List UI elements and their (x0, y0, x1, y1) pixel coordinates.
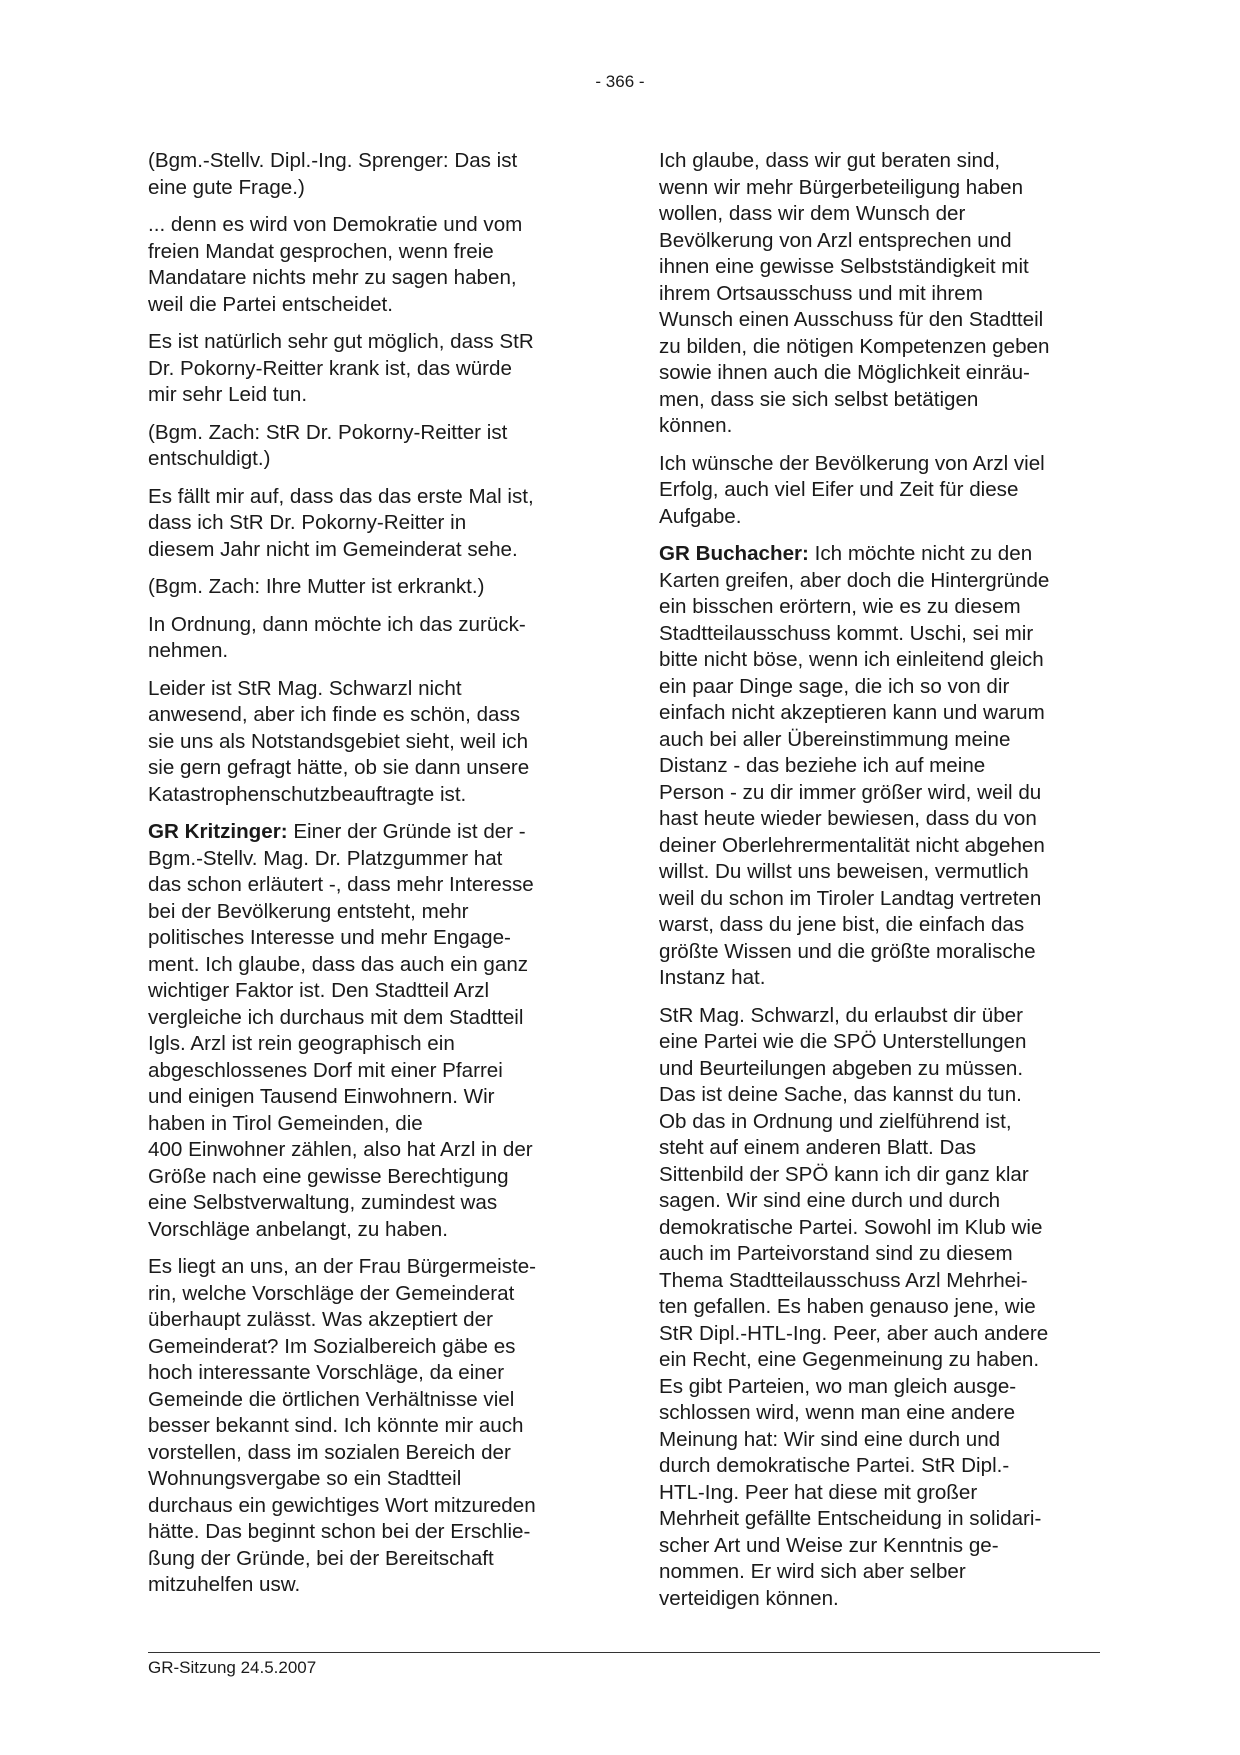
paragraph: ... denn es wird von Demokratie und vom freien Mandat gesprochen, wenn freie Mandatare nichts mehr zu sagen haben, weil die Partei entscheidet. (148, 213, 523, 316)
speech-paragraph (148, 819, 588, 1243)
page-number: - 366 - (595, 72, 645, 91)
paragraph: Es ist natürlich sehr gut möglich, dass StR Dr. Pokorny-Reitter krank ist, das würde mir sehr Leid tun. (148, 330, 534, 406)
paragraph: (Bgm.-Stellv. Dipl.-Ing. Sprenger: Das ist eine gute Frage.) (148, 149, 518, 199)
paragraph: Ich wünsche der Bevölkerung von Arzl viel Erfolg, auch viel Eifer und Zeit für diese Aufgabe. (659, 451, 1045, 528)
footer-session-label: GR-Sitzung 24.5.2007 (148, 1658, 317, 1677)
paragraph: Ich glaube, dass wir gut beraten sind, wenn wir mehr Bürgerbeteiligung haben wollen, dass wir dem Wunsch der Bevölkerung von Arzl entsprechen und ihnen eine gewisse Selbstständigkeit mit ihrem Ortsausschuss und mit ihrem Wunsch einen Ausschuss für den Stadtteil zu bilden, die nötigen Kompetenzen geben sowie ihnen auch die Möglichkeit einräu- men, dass sie sich selbst betätigen können. (659, 149, 1050, 437)
speaker-name: GR Kritzinger: (148, 820, 288, 843)
speech-text: Ich möchte nicht zu den Karten greifen, aber doch die Hintergründe ein bisschen erörtern, wie es zu diesem Stadtteilausschuss kommt. Uschi, sei mir bitte nicht böse, wenn ich einleitend gleich ein paar Dinge sage, die ich so von dir einfach nicht akzeptieren kann und warum auch bei aller Übereinstimmung meine Distanz - das beziehe ich auf meine Person - zu dir immer größer wird, weil du hast heute wieder bewiesen, dass du von deiner Oberlehrermentalität nicht abgehen willst. Du willst uns beweisen, vermutlich weil du schon im Tiroler Landtag vertreten warst, dass du jene bist, die einfach das größte Wissen und die größte moralische Instanz hat. (659, 542, 1050, 989)
right-column (659, 148, 1099, 1623)
speech-paragraph (659, 541, 1099, 992)
paragraph: (Bgm. Zach: StR Dr. Pokorny-Reitter ist entschuldigt.) (148, 420, 508, 470)
paragraph: Es liegt an uns, an der Frau Bürgermeiste- rin, welche Vorschläge der Gemeinderat überhaupt zulässt. Was akzeptiert der Gemeinderat? Im Sozialbereich gäbe es hoch interessante Vorschläge, da einer Gemeinde die örtlichen Verhältnisse viel besser bekannt sind. Ich könnte mir auch vorstellen, dass im sozialen Bereich der Wohnungsvergabe so ein Stadtteil durchaus ein gewichtiges Wort mitzureden hätte. Das beginnt schon bei der Erschlie- ßung der Gründe, bei der Bereitschaft mitzuhelfen usw. (148, 1255, 537, 1596)
paragraph: StR Mag. Schwarzl, du erlaubst dir über eine Partei wie die SPÖ Unterstellungen und Beurteilungen abgeben zu müssen. Das ist deine Sache, das kannst du tun. Ob das in Ordnung und zielführend ist, steht auf einem anderen Blatt. Das Sittenbild der SPÖ kann ich dir ganz klar sagen. Wir sind eine durch und durch demokratische Partei. Sowohl im Klub wie auch im Parteivorstand sind zu diesem Thema Stadtteilausschuss Arzl Mehrhei- ten gefallen. Es haben genauso jene, wie StR Dipl.-HTL-Ing. Peer, aber auch andere ein Recht, eine Gegenmeinung zu haben. Es gibt Parteien, wo man gleich ausge- schlossen wird, wenn man eine andere Meinung hat: Wir sind eine durch und durch demokratische Partei. StR Dipl.- HTL-Ing. Peer hat diese mit großer Mehrheit gefällte Entscheidung in solidari- scher Art und Weise zur Kenntnis ge- nommen. Er wird sich aber selber verteidigen können. (659, 1003, 1049, 1610)
left-column (148, 148, 588, 1610)
speaker-name: GR Buchacher: (659, 542, 809, 565)
paragraph: In Ordnung, dann möchte ich das zurück- nehmen. (148, 612, 526, 662)
paragraph: (Bgm. Zach: Ihre Mutter ist erkrankt.) (148, 575, 485, 598)
speech-text: Einer der Gründe ist der - Bgm.-Stellv. Mag. Dr. Platzgummer hat das schon erläutert -, dass mehr Interesse bei der Bevölkerung entsteht, mehr politisches Interesse und mehr Engage- ment. Ich glaube, dass das auch ein ganz wichtiger Faktor ist. Den Stadtteil Arzl vergleiche ich durchaus mit dem Stadtteil Igls. Arzl ist rein geographisch ein abgeschlossenes Dorf mit einer Pfarrei und einigen Tausend Einwohnern. Wir haben in Tirol Gemeinden, die 400 Einwohner zählen, also hat Arzl in der Größe nach eine gewisse Berechtigung eine Selbstverwaltung, zumindest was Vorschläge anbelangt, zu haben. (148, 820, 534, 1241)
paragraph: Leider ist StR Mag. Schwarzl nicht anwesend, aber ich finde es schön, dass sie uns als Notstandsgebiet sieht, weil ich sie gern gefragt hätte, ob sie dann unsere Katastrophenschutzbeauftragte ist. (148, 676, 530, 806)
footer-divider (148, 1652, 1100, 1653)
paragraph: Es fällt mir auf, dass das das erste Mal ist, dass ich StR Dr. Pokorny-Reitter in diesem Jahr nicht im Gemeinderat sehe. (148, 484, 534, 561)
